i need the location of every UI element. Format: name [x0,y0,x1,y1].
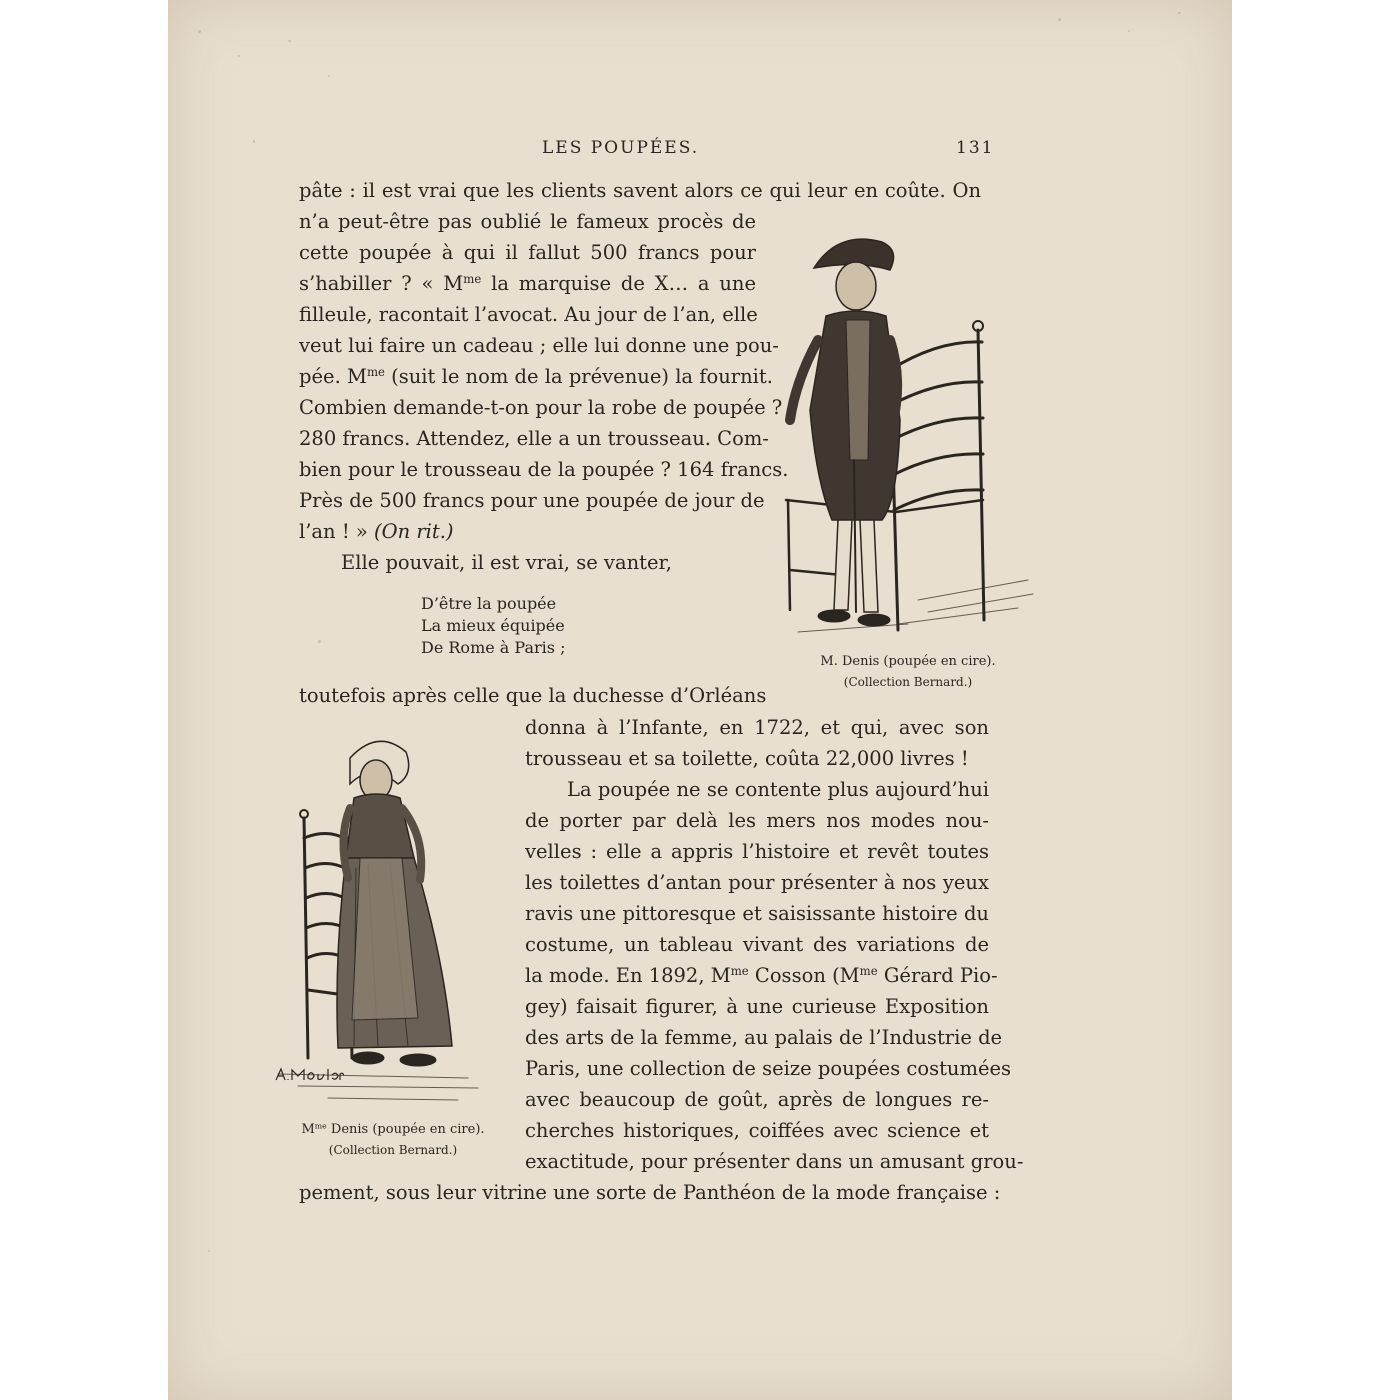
text-line: la mode. En 1892, $M^{me}$ Cosson ($M^{me}$ Gérard Pio- [525,963,998,987]
woman-doll-illustration [268,728,500,1108]
text-line: les toilettes d’antan pour présenter à nos yeux [525,871,989,894]
text-line: velles : elle a appris l’histoire et revêt toutes [525,840,989,863]
text-line: Elle pouvait, il est vrai, se vanter, [341,551,672,574]
text-line: s’habiller ? « $M^{me}$ la marquise de X… a une [299,271,756,295]
caption-source: (Collection Bernard.) [843,675,973,689]
text-line: des arts de la femme, au palais de l’Industrie de [525,1026,1003,1049]
caption-title: $M^{me}$ Denis (poupée en cire). [301,1121,485,1137]
verse-line: La mieux équipée [421,616,565,635]
running-head: LES POUPÉES. [542,138,700,158]
stage-direction: (On rit.) [373,520,454,543]
text-line: La poupée ne se contente plus aujourd’hui [567,778,989,801]
text-line: pâte : il est vrai que les clients savent alors ce qui leur en coûte. On [299,179,981,202]
man-doll-illustration [778,220,1040,645]
text-line: n’a peut-être pas oublié le fameux procès de [299,210,756,233]
text-line: cette poupée à qui il fallut 500 francs pour [299,241,756,264]
figure-caption-right [788,652,1028,692]
verse-line: D’être la poupée [421,594,557,613]
text-line: l’an ! » (On rit.) [299,520,454,543]
text-line: de porter par delà les mers nos modes nou- [525,809,989,832]
text-line: exactitude, pour présenter dans un amusant grou- [525,1150,1024,1173]
text-line: gey) faisait figurer, à une curieuse Exposition [525,995,989,1018]
text-line: pée. $M^{me}$ (suit le nom de la prévenue) la fournit. [299,364,773,388]
artist-signature [274,1066,344,1084]
text-line: toutefois après celle que la duchesse d’Orléans [299,684,767,707]
caption-source: (Collection Bernard.) [328,1143,458,1157]
verse-line: De Rome à Paris ; [421,638,566,657]
text-line: costume, un tableau vivant des variations de [525,933,989,956]
text-line: trousseau et sa toilette, coûta 22,000 livres ! [525,747,969,770]
text-line: cherches historiques, coiffées avec science et [525,1119,989,1142]
text-line: Combien demande-t-on pour la robe de poupée ? [299,396,783,419]
page-number: 131 [956,138,995,158]
text-line: veut lui faire un cadeau ; elle lui donne une pou- [299,334,779,357]
text-line: filleule, racontait l’avocat. Au jour de l’an, elle [299,303,758,326]
book-page [168,0,1232,1400]
text-line: Près de 500 francs pour une poupée de jour de [299,489,765,512]
text-line: bien pour le trousseau de la poupée ? 164 francs. [299,458,789,481]
text-line: 280 francs. Attendez, elle a un trousseau. Com- [299,427,769,450]
text-line: donna à l’Infante, en 1722, et qui, avec son [525,716,989,739]
text-line: ravis une pittoresque et saisissante histoire du [525,902,989,925]
caption-title: M. Denis (poupée en cire). [820,654,996,669]
figure-caption-left [273,1120,513,1160]
text-line: pement, sous leur vitrine une sorte de Panthéon de la mode française : [299,1181,1001,1204]
text-line: avec beaucoup de goût, après de longues re- [525,1088,989,1111]
text-line: Paris, une collection de seize poupées costumées [525,1057,1012,1080]
